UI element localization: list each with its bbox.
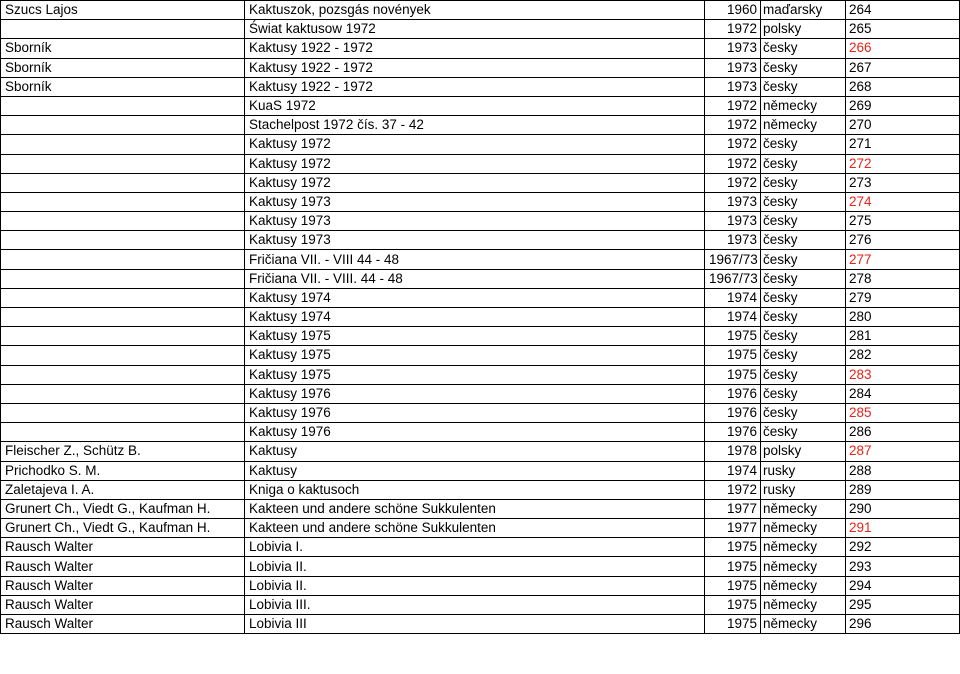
title-cell: Kaktusy 1974 [245,308,705,327]
year-cell: 1972 [705,135,761,154]
title-cell: Kaktusy 1975 [245,346,705,365]
year-cell: 1973 [705,58,761,77]
year-cell: 1975 [705,327,761,346]
year-cell: 1975 [705,538,761,557]
year-cell: 1973 [705,212,761,231]
year-cell: 1975 [705,615,761,634]
title-cell: Świat kaktusow 1972 [245,20,705,39]
year-cell: 1974 [705,288,761,307]
title-cell: Kaktusy 1922 - 1972 [245,77,705,96]
table-row [1,365,960,384]
catalog-number-cell: 271 [846,135,960,154]
author-cell [1,288,245,307]
title-cell: Lobivia II. [245,576,705,595]
catalog-number-cell: 266 [846,39,960,58]
catalog-number-cell: 276 [846,231,960,250]
author-cell: Rausch Walter [1,595,245,614]
language-cell: česky [761,39,846,58]
language-cell: česky [761,327,846,346]
catalog-number-cell: 290 [846,499,960,518]
author-cell [1,192,245,211]
author-cell: Fleischer Z., Schütz B. [1,442,245,461]
year-cell: 1972 [705,116,761,135]
language-cell: česky [761,346,846,365]
title-cell: Kaktusy 1974 [245,288,705,307]
language-cell: česky [761,288,846,307]
table-row [1,58,960,77]
catalog-number-cell: 269 [846,96,960,115]
title-cell: Lobivia II. [245,557,705,576]
title-cell: Kaktusy 1922 - 1972 [245,58,705,77]
language-cell: německy [761,519,846,538]
catalog-number-cell: 288 [846,461,960,480]
language-cell: německy [761,96,846,115]
language-cell: česky [761,384,846,403]
title-cell: Kaktusy 1976 [245,384,705,403]
year-cell: 1974 [705,461,761,480]
language-cell: česky [761,154,846,173]
title-cell: Kaktusy 1973 [245,192,705,211]
table-row [1,576,960,595]
title-cell: Kaktusy 1922 - 1972 [245,39,705,58]
catalog-number-cell: 294 [846,576,960,595]
title-cell: Kakteen und andere schöne Sukkulenten [245,519,705,538]
catalog-number-cell: 282 [846,346,960,365]
author-cell [1,20,245,39]
year-cell: 1975 [705,346,761,365]
language-cell: německy [761,595,846,614]
language-cell: česky [761,77,846,96]
author-cell [1,308,245,327]
table-row [1,1,960,20]
author-cell [1,212,245,231]
author-cell: Sborník [1,39,245,58]
year-cell: 1973 [705,192,761,211]
year-cell: 1977 [705,499,761,518]
author-cell [1,365,245,384]
table-row [1,384,960,403]
table-row [1,96,960,115]
author-cell [1,269,245,288]
table-row [1,20,960,39]
title-cell: Kaktusy 1972 [245,135,705,154]
catalog-number-cell: 272 [846,154,960,173]
table-row [1,308,960,327]
year-cell: 1972 [705,96,761,115]
language-cell: česky [761,231,846,250]
author-cell: Sborník [1,58,245,77]
language-cell: česky [761,365,846,384]
author-cell [1,403,245,422]
language-cell: česky [761,135,846,154]
year-cell: 1974 [705,308,761,327]
title-cell: Kaktusy [245,461,705,480]
title-cell: Kaktusy 1976 [245,423,705,442]
catalog-number-cell: 283 [846,365,960,384]
table-row [1,212,960,231]
title-cell: Kaktusy 1973 [245,231,705,250]
catalog-number-cell: 267 [846,58,960,77]
table-row [1,192,960,211]
language-cell: německy [761,538,846,557]
language-cell: česky [761,403,846,422]
author-cell: Grunert Ch., Viedt G., Kaufman H. [1,499,245,518]
table-row [1,77,960,96]
year-cell: 1976 [705,384,761,403]
table-row [1,250,960,269]
language-cell: česky [761,58,846,77]
language-cell: německy [761,576,846,595]
catalog-number-cell: 270 [846,116,960,135]
table-row [1,173,960,192]
language-cell: česky [761,212,846,231]
catalog-number-cell: 265 [846,20,960,39]
catalog-number-cell: 279 [846,288,960,307]
language-cell: německy [761,499,846,518]
language-cell: polsky [761,442,846,461]
language-cell: česky [761,250,846,269]
table-row [1,499,960,518]
title-cell: Kakteen und andere schöne Sukkulenten [245,499,705,518]
title-cell: Lobivia III [245,615,705,634]
year-cell: 1977 [705,519,761,538]
title-cell: Kaktusy 1972 [245,173,705,192]
title-cell: Kaktusy [245,442,705,461]
author-cell: Zaletajeva I. A. [1,480,245,499]
author-cell [1,384,245,403]
year-cell: 1973 [705,77,761,96]
table-row [1,39,960,58]
title-cell: Kniga o kaktusoch [245,480,705,499]
table-row [1,403,960,422]
table-row [1,346,960,365]
year-cell: 1972 [705,480,761,499]
year-cell: 1975 [705,557,761,576]
catalog-number-cell: 285 [846,403,960,422]
table-row [1,288,960,307]
language-cell: česky [761,308,846,327]
title-cell: Kaktusy 1976 [245,403,705,422]
year-cell: 1972 [705,154,761,173]
author-cell [1,327,245,346]
title-cell: Kaktusy 1972 [245,154,705,173]
language-cell: německy [761,615,846,634]
table-row [1,442,960,461]
catalog-number-cell: 274 [846,192,960,211]
author-cell [1,154,245,173]
year-cell: 1973 [705,39,761,58]
author-cell [1,231,245,250]
table-row [1,615,960,634]
catalog-number-cell: 289 [846,480,960,499]
author-cell [1,135,245,154]
title-cell: Lobivia III. [245,595,705,614]
catalog-number-cell: 268 [846,77,960,96]
language-cell: polsky [761,20,846,39]
year-cell: 1976 [705,423,761,442]
catalog-number-cell: 295 [846,595,960,614]
author-cell: Szucs Lajos [1,1,245,20]
year-cell: 1967/73 [705,250,761,269]
catalog-number-cell: 281 [846,327,960,346]
year-cell: 1967/73 [705,269,761,288]
year-cell: 1975 [705,576,761,595]
language-cell: maďarsky [761,1,846,20]
author-cell: Grunert Ch., Viedt G., Kaufman H. [1,519,245,538]
table-row [1,231,960,250]
title-cell: Fričiana VII. - VIII 44 - 48 [245,250,705,269]
title-cell: Stachelpost 1972 čís. 37 - 42 [245,116,705,135]
title-cell: KuaS 1972 [245,96,705,115]
title-cell: Kaktusy 1973 [245,212,705,231]
catalog-body [1,1,960,634]
table-row [1,135,960,154]
catalog-number-cell: 292 [846,538,960,557]
catalog-number-cell: 277 [846,250,960,269]
catalog-number-cell: 291 [846,519,960,538]
author-cell [1,346,245,365]
year-cell: 1978 [705,442,761,461]
language-cell: česky [761,173,846,192]
year-cell: 1972 [705,173,761,192]
catalog-number-cell: 273 [846,173,960,192]
author-cell [1,423,245,442]
title-cell: Kaktusy 1975 [245,327,705,346]
author-cell: Sborník [1,77,245,96]
author-cell [1,250,245,269]
author-cell: Rausch Walter [1,557,245,576]
language-cell: rusky [761,480,846,499]
catalog-number-cell: 278 [846,269,960,288]
table-row [1,154,960,173]
catalog-number-cell: 284 [846,384,960,403]
year-cell: 1960 [705,1,761,20]
table-row [1,557,960,576]
table-row [1,480,960,499]
catalog-number-cell: 280 [846,308,960,327]
catalog-number-cell: 264 [846,1,960,20]
year-cell: 1973 [705,231,761,250]
table-row [1,595,960,614]
table-row [1,327,960,346]
author-cell: Rausch Walter [1,538,245,557]
catalog-number-cell: 296 [846,615,960,634]
author-cell [1,173,245,192]
year-cell: 1975 [705,595,761,614]
title-cell: Kaktusy 1975 [245,365,705,384]
author-cell: Prichodko S. M. [1,461,245,480]
table-row [1,423,960,442]
year-cell: 1972 [705,20,761,39]
author-cell: Rausch Walter [1,615,245,634]
catalog-number-cell: 287 [846,442,960,461]
title-cell: Kaktuszok, pozsgás novények [245,1,705,20]
table-row [1,519,960,538]
table-row [1,269,960,288]
language-cell: rusky [761,461,846,480]
author-cell [1,116,245,135]
table-row [1,116,960,135]
catalog-number-cell: 286 [846,423,960,442]
catalog-number-cell: 275 [846,212,960,231]
language-cell: česky [761,269,846,288]
year-cell: 1976 [705,403,761,422]
title-cell: Fričiana VII. - VIII. 44 - 48 [245,269,705,288]
author-cell: Rausch Walter [1,576,245,595]
author-cell [1,96,245,115]
table-row [1,461,960,480]
language-cell: česky [761,192,846,211]
language-cell: německy [761,557,846,576]
table-row [1,538,960,557]
year-cell: 1975 [705,365,761,384]
catalog-number-cell: 293 [846,557,960,576]
language-cell: česky [761,423,846,442]
title-cell: Lobivia I. [245,538,705,557]
language-cell: německy [761,116,846,135]
